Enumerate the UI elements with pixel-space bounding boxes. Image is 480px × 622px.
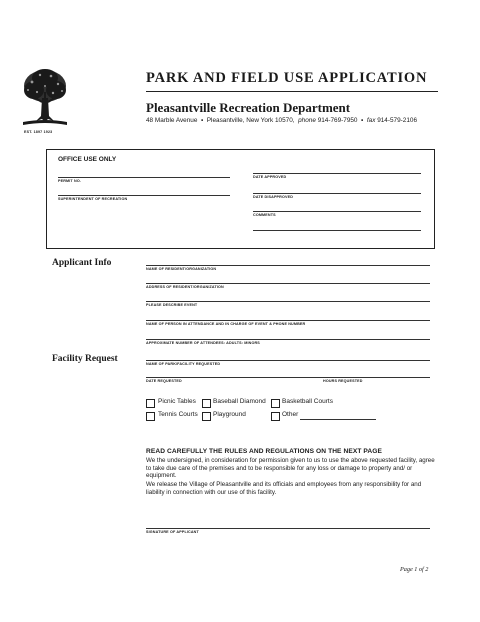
department-name: Pleasantville Recreation Department [146, 100, 351, 115]
other-fill-line[interactable] [300, 419, 376, 420]
comma-separator: , [292, 117, 297, 124]
phone-label: phone [298, 117, 316, 124]
date-approved-label: DATE APPROVED [253, 175, 287, 179]
applicant-section-title: Applicant Info [52, 258, 112, 268]
established-text: EST. 1897 1923 [24, 130, 53, 134]
attendees-label: APPROXIMATE NUMBER OF ATTENDEES: ADULTS: MINORS [146, 341, 260, 345]
person-in-charge-line[interactable] [146, 320, 430, 321]
tennis-courts-checkbox[interactable] [146, 412, 155, 421]
phone-number: 914-769-7950 [317, 117, 358, 124]
bullet-separator: ▪ [359, 117, 366, 124]
signature-label: SIGNATURE OF APPLICANT [146, 530, 199, 534]
superintendent-label: SUPERINTENDENT OF RECREATION [58, 197, 128, 201]
date-disapproved-label: DATE DISAPPROVED [253, 195, 294, 199]
rules-paragraph-1: We the undersigned, in consideration for permission given to us to use the above requested facility, agree to take due care of the premises and to be responsible for any loss or damage to property and/ or equipment. [146, 457, 435, 480]
office-use-title: OFFICE USE ONLY [58, 156, 117, 163]
attendees-line[interactable] [146, 339, 430, 340]
playground-checkbox[interactable] [202, 412, 211, 421]
basketball-courts-checkbox[interactable] [271, 399, 280, 408]
hours-requested-label: HOURS REQUESTED [323, 379, 363, 383]
date-disapproved-line[interactable] [253, 193, 421, 194]
baseball-diamond-checkbox[interactable] [202, 399, 211, 408]
comments-line-2[interactable] [253, 230, 421, 231]
baseball-diamond-label: Baseball Diamond [213, 398, 266, 405]
permit-no-label: PERMIT NO. [58, 179, 82, 183]
playground-label: Playground [213, 411, 246, 418]
person-in-charge-label: NAME OF PERSON IN ATTENDANCE AND IN CHARGE OF EVENT & PHONE NUMBER [146, 322, 306, 326]
tennis-courts-label: Tennis Courts [158, 411, 198, 418]
fax-label: fax [366, 117, 376, 124]
applicant-name-label: NAME OF RESIDENT/ORGANIZATION [146, 267, 217, 271]
signature-line[interactable] [146, 528, 430, 529]
comments-line[interactable] [253, 211, 421, 212]
other-checkbox[interactable] [271, 412, 280, 421]
address-line [146, 117, 417, 124]
applicant-address-line[interactable] [146, 283, 430, 284]
superintendent-line[interactable] [58, 195, 230, 196]
rules-paragraph-2: We release the Village of Pleasantville and its officials and employees from any responsibility for and liability in connection with our use of this facility. [146, 481, 422, 496]
event-description-label: PLEASE DESCRIBE EVENT [146, 303, 198, 307]
basketball-courts-label: Basketball Courts [282, 398, 333, 405]
permit-no-line[interactable] [58, 177, 230, 178]
applicant-address-label: ADDRESS OF RESIDENT/ORGANIZATION [146, 285, 224, 289]
date-requested-line[interactable] [146, 377, 430, 378]
city-address: Pleasantville, New York 10570 [206, 117, 293, 124]
page-title: PARK AND FIELD USE APPLICATION [146, 70, 428, 86]
picnic-tables-label: Picnic Tables [158, 398, 196, 405]
street-address: 48 Marble Avenue [146, 117, 198, 124]
park-facility-label: NAME OF PARK/FACILITY REQUESTED [146, 362, 221, 366]
fax-number: 914-579-2106 [377, 117, 418, 124]
facility-section-title: Facility Request [52, 354, 118, 364]
tree-seal-icon [20, 66, 70, 130]
picnic-tables-checkbox[interactable] [146, 399, 155, 408]
comments-label: COMMENTS [253, 213, 276, 217]
page-number: Page 1 of 2 [400, 566, 429, 573]
applicant-name-line[interactable] [146, 265, 430, 266]
rules-heading: READ CAREFULLY THE RULES AND REGULATIONS ON THE NEXT PAGE [146, 448, 383, 455]
date-approved-line[interactable] [253, 173, 421, 174]
bullet-separator: ▪ [199, 117, 206, 124]
park-facility-line[interactable] [146, 360, 430, 361]
title-divider [146, 91, 438, 92]
event-description-line[interactable] [146, 301, 430, 302]
date-requested-label: DATE REQUESTED [146, 379, 182, 383]
other-label: Other [282, 411, 299, 418]
